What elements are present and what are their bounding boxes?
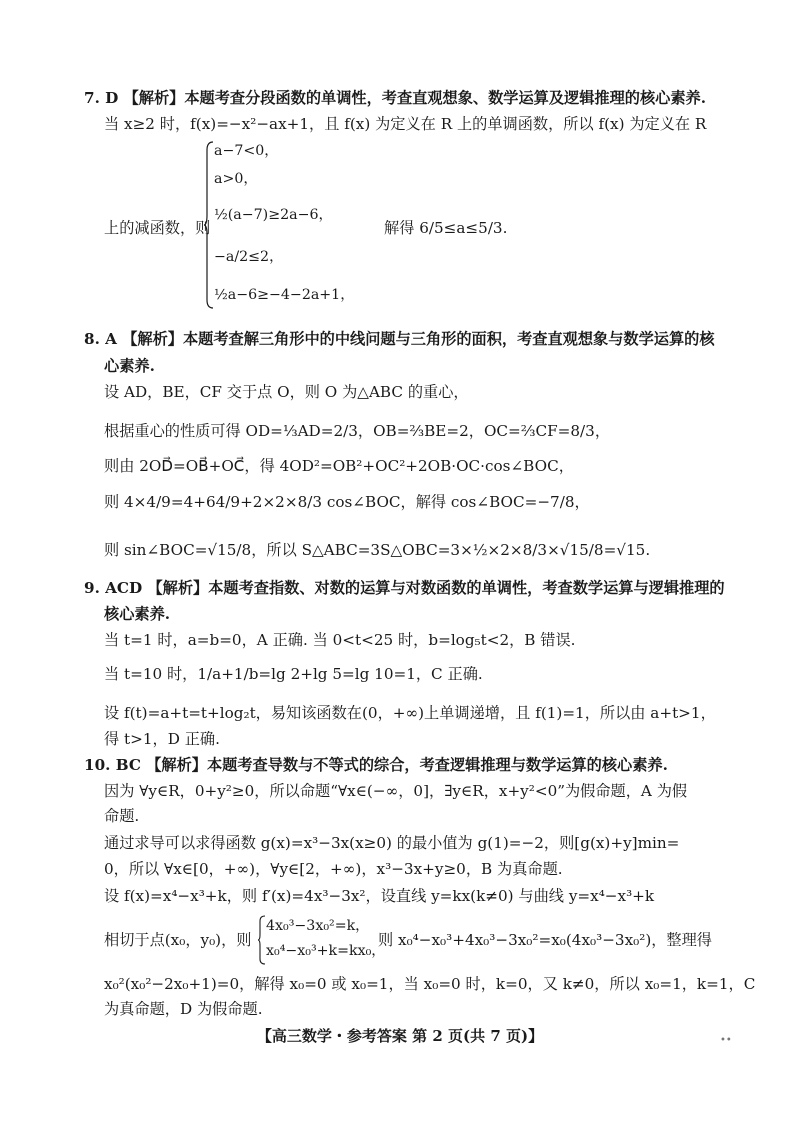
q10-equation-2: x₀⁴−x₀³+k=kx₀， <box>266 943 386 959</box>
q9-line-4: 得 t>1，D 正确. <box>104 730 220 748</box>
q10-line-4: 0，所以 ∀x∈[0，+∞)，∀y∈[2，+∞)，x³−3x+y≥0，B 为真命题. <box>104 860 563 878</box>
q9-heading-2: 核心素养. <box>104 605 171 623</box>
q7-result: 解得 6/5≤a≤5/3. <box>384 219 508 237</box>
q7-condition-5: ½a−6≥−4−2a+1， <box>214 287 355 303</box>
q10-line-3: 通过求导可以求得函数 g(x)=x³−3x(x≥0) 的最小值为 g(1)=−2，则[g(x)+y]min= <box>104 834 680 852</box>
q7-line-1: 当 x≥2 时，f(x)=−x²−ax+1，且 f(x) 为定义在 R 上的单调函数，所以 f(x) 为定义在 R <box>104 115 707 133</box>
q8-heading-2: 心素养. <box>104 357 155 375</box>
page-footer: 【高三数学・参考答案 第 2 页(共 7 页)】 <box>256 1027 544 1045</box>
q10-line-6a: 相切于点(x₀，y₀)，则 <box>104 931 252 949</box>
q10-line-5: 设 f(x)=x⁴−x³+k，则 f′(x)=4x³−3x²，设直线 y=kx(k≠0) 与曲线 y=x⁴−x³+k <box>104 887 655 905</box>
q8-heading-1: 8. A 【解析】本题考查解三角形中的中线问题与三角形的面积，考查直观想象与数学运算的核 <box>84 330 715 348</box>
q7-condition-3: ½(a−7)≥2a−6， <box>214 207 333 223</box>
q10-heading: 10. BC 【解析】本题考查导数与不等式的综合，考查逻辑推理与数学运算的核心素养. <box>84 756 668 774</box>
q10-line-7: x₀²(x₀²−2x₀+1)=0，解得 x₀=0 或 x₀=1，当 x₀=0 时，k=0，又 k≠0，所以 x₀=1，k=1，C <box>104 975 756 993</box>
left-brace-icon <box>204 140 214 310</box>
q10-line-2: 命题. <box>104 807 140 825</box>
q7-condition-2: a>0， <box>214 171 258 187</box>
q7-condition-4: −a/2≤2， <box>214 249 284 265</box>
q7-heading: 7. D 【解析】本题考查分段函数的单调性，考查直观想象、数学运算及逻辑推理的核心素养. <box>84 89 707 107</box>
q7-intro: 上的减函数，则 <box>104 219 211 237</box>
q7-inequality-system <box>204 140 364 310</box>
q8-line-2: 根据重心的性质可得 OD=⅓AD=2/3，OB=⅔BE=2，OC=⅔CF=8/3， <box>104 422 611 440</box>
q10-equation-system <box>258 915 386 965</box>
q7-condition-1: a−7<0， <box>214 143 279 159</box>
q8-line-1: 设 AD，BE，CF 交于点 O，则 O 为△ABC 的重心， <box>104 383 469 401</box>
q10-line-8: 为真命题，D 为假命题. <box>104 1000 263 1018</box>
corner-mark: •• <box>720 1035 732 1046</box>
q8-line-5: 则 sin∠BOC=√15/8，所以 S△ABC=3S△OBC=3×½×2×8/3×√15/8=√15. <box>104 541 651 559</box>
q9-line-2: 当 t=10 时，1/a+1/b=lg 2+lg 5=lg 10=1，C 正确. <box>104 665 483 683</box>
q9-line-1: 当 t=1 时，a=b=0，A 正确. 当 0<t<25 时，b=log₅t<2，B 错误. <box>104 631 576 649</box>
q10-line-1: 因为 ∀y∈R，0+y²≥0，所以命题“∀x∈(−∞，0]，∃y∈R，x+y²<0”为假命题，A 为假 <box>104 782 688 800</box>
q10-line-6b: 则 x₀⁴−x₀³+4x₀³−3x₀²=x₀(4x₀³−3x₀²)，整理得 <box>378 931 712 949</box>
q9-heading-1: 9. ACD 【解析】本题考查指数、对数的运算与对数函数的单调性，考查数学运算与逻辑推理的 <box>84 579 725 597</box>
q9-line-3: 设 f(t)=a+t=t+log₂t，易知该函数在(0，+∞)上单调递增，且 f(1)=1，所以由 a+t>1， <box>104 704 716 722</box>
q8-line-4: 则 4×4/9=4+64/9+2×2×8/3 cos∠BOC，解得 cos∠BOC=−7/8， <box>104 493 590 511</box>
q8-line-3: 则由 2OD⃗=OB⃗+OC⃗，得 4OD²=OB²+OC²+2OB·OC·cos∠BOC， <box>104 457 574 475</box>
left-brace-icon <box>258 915 266 965</box>
q10-equation-1: 4x₀³−3x₀²=k， <box>266 918 370 934</box>
